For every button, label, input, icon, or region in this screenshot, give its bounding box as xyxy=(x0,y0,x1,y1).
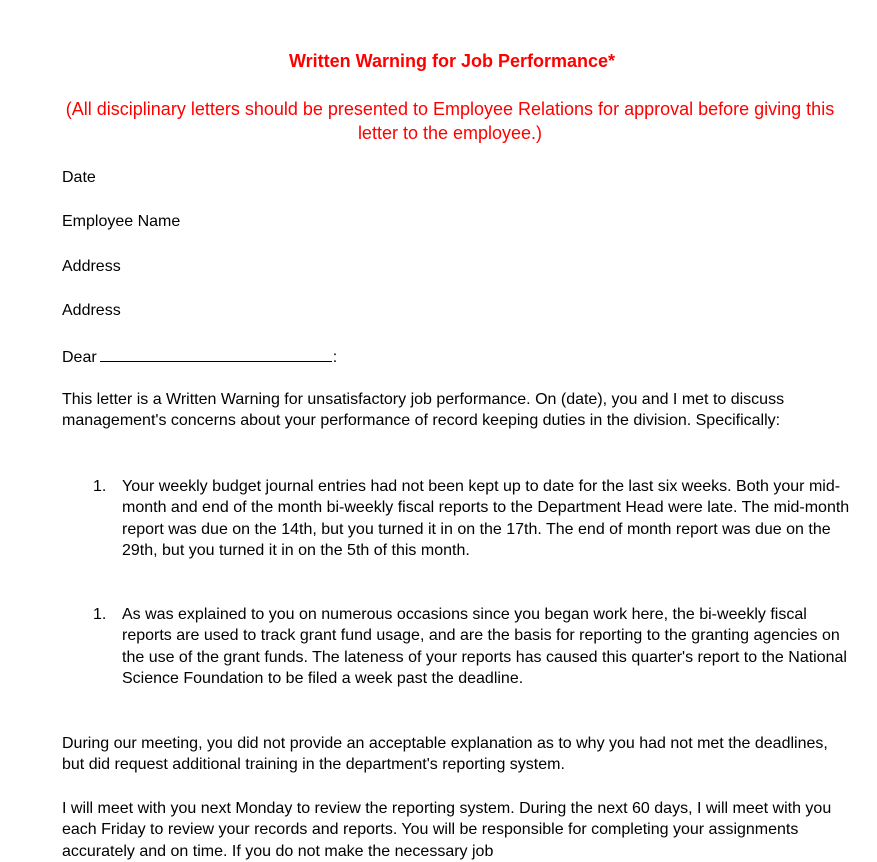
list-item-number: 1. xyxy=(93,606,107,623)
list-item-text: Your weekly budget journal entries had not been kept up to date for the last six weeks. Both your mid-month and end of the month bi-weekly fiscal reports to the Department Head were late. The mid-month report was due on the 14th, but you turned it in on the 17th. The end of month report was due on the 29th, but you turned it in on the 5th of this month. xyxy=(122,478,850,559)
salutation-text: Dear xyxy=(62,349,97,366)
document-subtitle: (All disciplinary letters should be presented to Employee Relations for approval before giving this letter to the employee.) xyxy=(65,99,835,143)
recipient-blank-line xyxy=(100,346,332,362)
salutation-colon: : xyxy=(332,349,338,366)
date-field: Date xyxy=(62,169,96,186)
employee-name-field: Employee Name xyxy=(62,213,181,230)
address-field-2: Address xyxy=(62,302,121,319)
followup-paragraph: I will meet with you next Monday to review the reporting system. During the next 60 days, I will meet with you each Friday to review your records and reports. You will be responsible for completing your assignments accurately and on time. If you do not make the necessary job xyxy=(62,800,832,860)
address-field-1: Address xyxy=(62,258,121,275)
salutation-line xyxy=(62,346,337,368)
list-item-text: As was explained to you on numerous occasions since you began work here, the bi-weekly fiscal reports are used to track grant fund usage, and are the basis for reporting to the granting agencies on the use of the grant funds. The lateness of your reports has caused this quarter's report to the National Science Foundation to be filed a week past the deadline. xyxy=(122,606,847,687)
meeting-paragraph: During our meeting, you did not provide an acceptable explanation as to why you had not met the deadlines, but did request additional training in the department's reporting system. xyxy=(62,735,828,774)
list-item-number: 1. xyxy=(93,478,107,495)
document-title: Written Warning for Job Performance* xyxy=(288,51,616,71)
intro-paragraph: This letter is a Written Warning for unsatisfactory job performance. On (date), you and I met to discuss management's concerns about your performance of record keeping duties in the division. Specifically: xyxy=(62,391,785,430)
